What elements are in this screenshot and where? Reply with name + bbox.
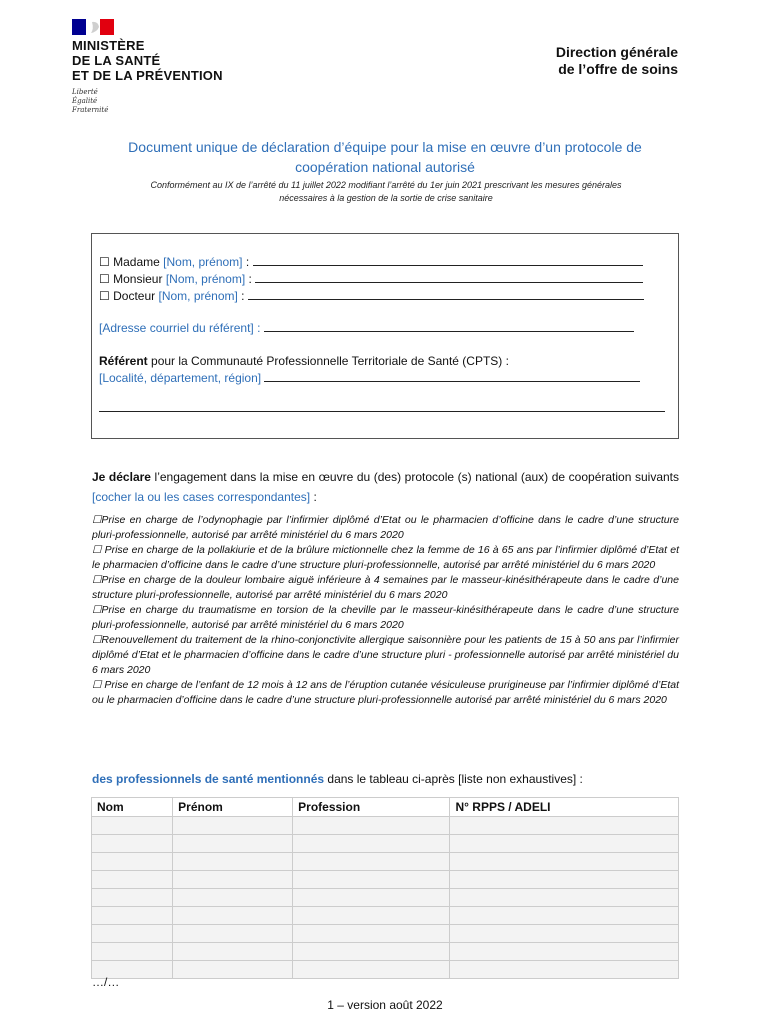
protocol-item-eruption[interactable]: ☐ Prise en charge de l’enfant de 12 mois à 12 ans de l’éruption cutanée vésiculeuse prurigineuse par l’infirmier diplômé d’Etat ou le pharmacien d’officine dans le cadre d’une structure pluri-professionnelle autorisé par arrêté ministériel du 6 mars 2020 [92, 679, 679, 706]
location-line[interactable]: [Localité, département, région] [99, 370, 640, 386]
monsieur-line[interactable]: ☐ Monsieur [Nom, prénom] : [99, 271, 643, 287]
professionals-intro: des professionnels de santé mentionnés dans le tableau ci-après [liste non exhaustives] : [92, 772, 583, 786]
table-row[interactable] [92, 907, 679, 925]
protocol-list [92, 513, 679, 708]
page-footer: 1 – version août 2022 [327, 998, 443, 1012]
col-nom: Nom [92, 798, 173, 817]
table-row[interactable] [92, 961, 679, 979]
marianne-profile-icon [72, 19, 114, 35]
professionals-table [91, 797, 679, 979]
document-title: Document unique de déclaration d’équipe pour la mise en œuvre d’un protocole de coopération national autorisé [128, 139, 642, 175]
docteur-name-field[interactable] [248, 288, 644, 300]
table-row[interactable] [92, 817, 679, 835]
monsieur-checkbox[interactable]: ☐ [99, 272, 110, 286]
email-line[interactable]: [Adresse courriel du référent] : [99, 320, 634, 336]
table-header-row [92, 798, 679, 817]
docteur-checkbox[interactable]: ☐ [99, 289, 110, 303]
table-row[interactable] [92, 925, 679, 943]
free-line[interactable] [99, 400, 665, 416]
docteur-line[interactable]: ☐ Docteur [Nom, prénom] : [99, 288, 644, 304]
table-row[interactable] [92, 835, 679, 853]
table-row[interactable] [92, 871, 679, 889]
referent-cpts-label: Référent pour la Communauté Professionnelle Territoriale de Santé (CPTS) : [99, 354, 509, 368]
ministry-name: MINISTÈRE DE LA SANTÉ ET DE LA PRÉVENTION [72, 38, 223, 83]
protocol-item-odynophagie[interactable]: ☐Prise en charge de l’odynophagie par l’infirmier diplômé d’Etat ou le pharmacien d’officine dans le cadre d’une structure pluri-professionnelle, autorisé par arrêté ministériel du 6 mars 2020 [92, 514, 679, 541]
marianne-flag-logo [72, 19, 114, 35]
declaration-paragraph: Je déclare l’engagement dans la mise en œuvre du (des) protocole (s) national (aux) de coopération suivants [cocher la ou les cases correspondantes] : [92, 470, 679, 504]
col-profession: Profession [293, 798, 450, 817]
col-prenom: Prénom [173, 798, 293, 817]
referent-form-box [91, 233, 679, 439]
protocol-item-cheville[interactable]: ☐Prise en charge du traumatisme en torsion de la cheville par le masseur-kinésithérapeute dans le cadre d’une structure pluri-professionnelle, autorisé par arrêté ministériel du 6 mars 2020 [92, 604, 679, 631]
extra-field[interactable] [99, 400, 665, 412]
monsieur-name-field[interactable] [255, 271, 643, 283]
republic-motto: Liberté Égalité Fraternité [72, 88, 109, 114]
table-row[interactable] [92, 943, 679, 961]
madame-line[interactable]: ☐ Madame [Nom, prénom] : [99, 254, 643, 270]
email-field[interactable] [264, 320, 634, 332]
continuation-mark: …/… [92, 975, 120, 989]
protocol-item-rhino[interactable]: ☐Renouvellement du traitement de la rhino-conjonctivite allergique saisonnière pour les patients de 15 à 50 ans par l’infirmier diplômé d’Etat et le pharmacien d’officine dans le cadre d’une structure pluri - professionnelle autorisé par arrêté ministériel du 6 mars 2020 [92, 634, 679, 676]
document-subtitle: Conformément au IX de l’arrêté du 11 juillet 2022 modifiant l’arrêté du 1er juin 2021 prescrivant les mesures générales nécessaires à la gestion de la sortie de crise sanitaire [150, 180, 622, 203]
protocol-item-lombaire[interactable]: ☐Prise en charge de la douleur lombaire aiguë inférieure à 4 semaines par le masseur-kinésithérapeute dans le cadre d’une structure pluri-professionnelle, autorisé par arrêté ministériel du 6 mars 2020 [92, 574, 679, 601]
direction-generale: Direction générale de l’offre de soins [555, 44, 678, 77]
madame-checkbox[interactable]: ☐ [99, 255, 110, 269]
protocol-item-pollakiurie[interactable]: ☐ Prise en charge de la pollakiurie et de la brûlure mictionnelle chez la femme de 16 à 65 ans par l’infirmier diplômé d’Etat et le pharmacien d’officine dans le cadre d’une structure pluri-professionnelle, autorisé par arrêté ministériel du 6 mars 2020 [92, 544, 679, 571]
col-rpps-adeli: N° RPPS / ADELI [450, 798, 679, 817]
location-field[interactable] [264, 370, 640, 382]
madame-name-field[interactable] [253, 254, 643, 266]
table-row[interactable] [92, 853, 679, 871]
table-row[interactable] [92, 889, 679, 907]
